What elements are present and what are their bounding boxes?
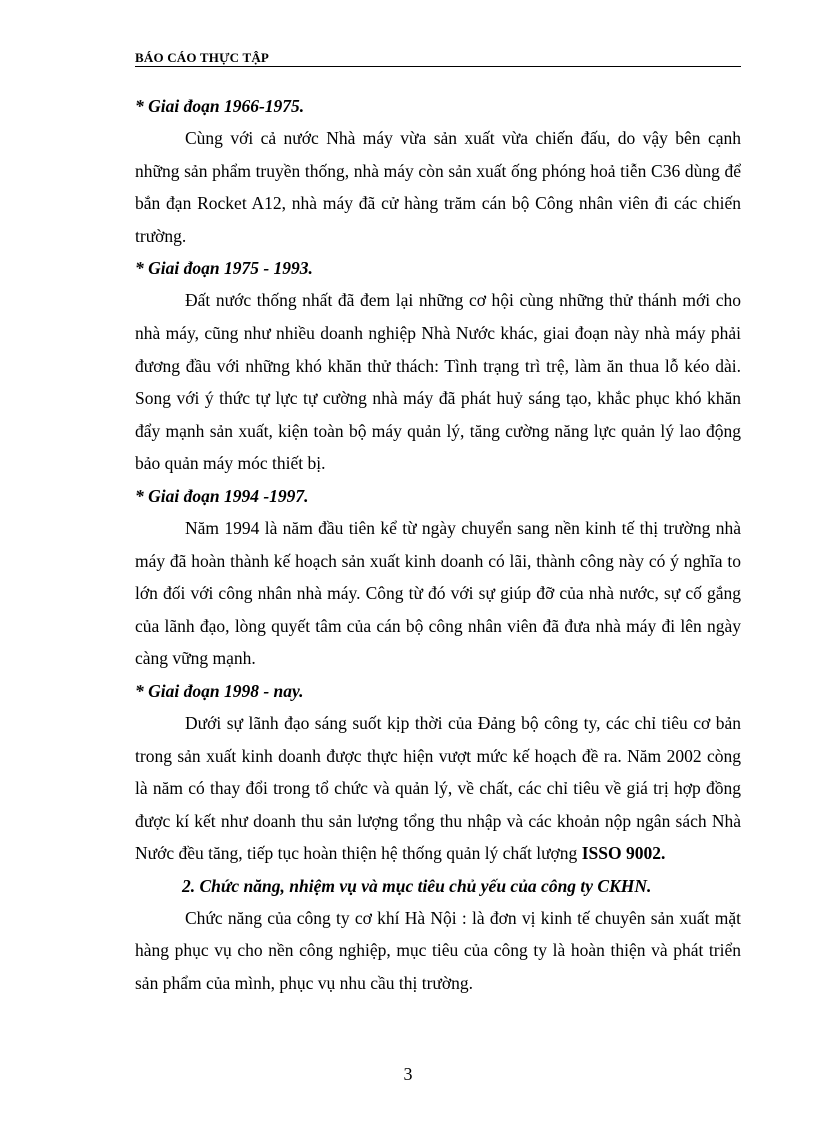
section-heading-1998-nay: * Giai đoạn 1998 - nay. xyxy=(135,680,304,701)
section-body-1966-1975: Cùng với cả nước Nhà máy vừa sản xuất vừa chiến đấu, do vậy bên cạnh những sản phẩm truyền thống, nhà máy còn sản xuất ống phóng hoả tiễn C36 dùng để bắn đạn Rocket A12, nhà máy đã cử hàng trăm cán bộ Công nhân viên đi các chiến trường. xyxy=(135,128,741,246)
section-body-1994-1997: Năm 1994 là năm đầu tiên kể từ ngày chuyển sang nền kinh tế thị trường nhà máy đã hoàn thành kế hoạch sản xuất kinh doanh có lãi, thành công này có ý nghĩa to lớn đối với công nhân nhà máy. Công từ đó với sự giúp đỡ của nhà nước, sự cố gắng của lãnh đạo, lòng quyết tâm của cán bộ công nhân viên đã đưa nhà máy đi lên ngày càng vững mạnh. xyxy=(135,517,741,669)
section-heading-1994-1997: * Giai đoạn 1994 -1997. xyxy=(135,485,309,506)
section-heading-1975-1993: * Giai đoạn 1975 - 1993. xyxy=(135,258,313,279)
section2-body: Chức năng của công ty cơ khí Hà Nội : là đơn vị kinh tế chuyên sản xuất mặt hàng phục vụ cho nền công nghiệp, mục tiêu của công ty là hoàn thiện và phát triển sản phẩm của mình, phục vụ nhu cầu thị trường. xyxy=(135,907,741,994)
section-body-1998-nay-text: Dưới sự lãnh đạo sáng suốt kịp thời của Đảng bộ công ty, các chỉ tiêu cơ bản trong sản xuất kinh doanh được thực hiện vượt mức kế hoạch đề ra. Năm 2002 còng là năm có thay đổi trong tổ chức và quản lý, về chất, các chỉ tiêu về giá trị hợp đồng được kí kết như doanh thu sản lượng tổng thu nhập và các khoản nộp ngân sách Nhà Nước đều tăng, tiếp tục hoàn thiện hệ thống quản lý chất lượng xyxy=(135,712,741,864)
page-number: 3 xyxy=(403,1064,413,1084)
page-content xyxy=(135,90,741,1000)
section-body-1998-nay-bold: ISSO 9002. xyxy=(581,843,666,864)
page-header: BÁO CÁO THỰC TẬP xyxy=(135,50,741,67)
section-heading-1966-1975: * Giai đoạn 1966-1975. xyxy=(135,96,305,116)
section2-heading: 2. Chức năng, nhiệm vụ và mục tiêu chủ yếu của công ty CKHN. xyxy=(182,875,652,896)
section-body-1998-nay xyxy=(135,707,741,870)
section-body-1975-1993: Đất nước thống nhất đã đem lại những cơ hội cùng những thử thánh mới cho nhà máy, cũng như nhiều doanh nghiệp Nhà Nước khác, giai đoạn này nhà máy phải đương đầu với những khó khăn thử thách: Tình trạng trì trệ, làm ăn thua lỗ kéo dài. Song với ý thức tự lực tự cường nhà máy đã phát huỷ sáng tạo, khắc phục khó khăn đẩy mạnh sản xuất, kiện toàn bộ máy quản lý, tăng cường năng lực quản lý lao động bảo quản máy móc thiết bị. xyxy=(135,290,741,474)
